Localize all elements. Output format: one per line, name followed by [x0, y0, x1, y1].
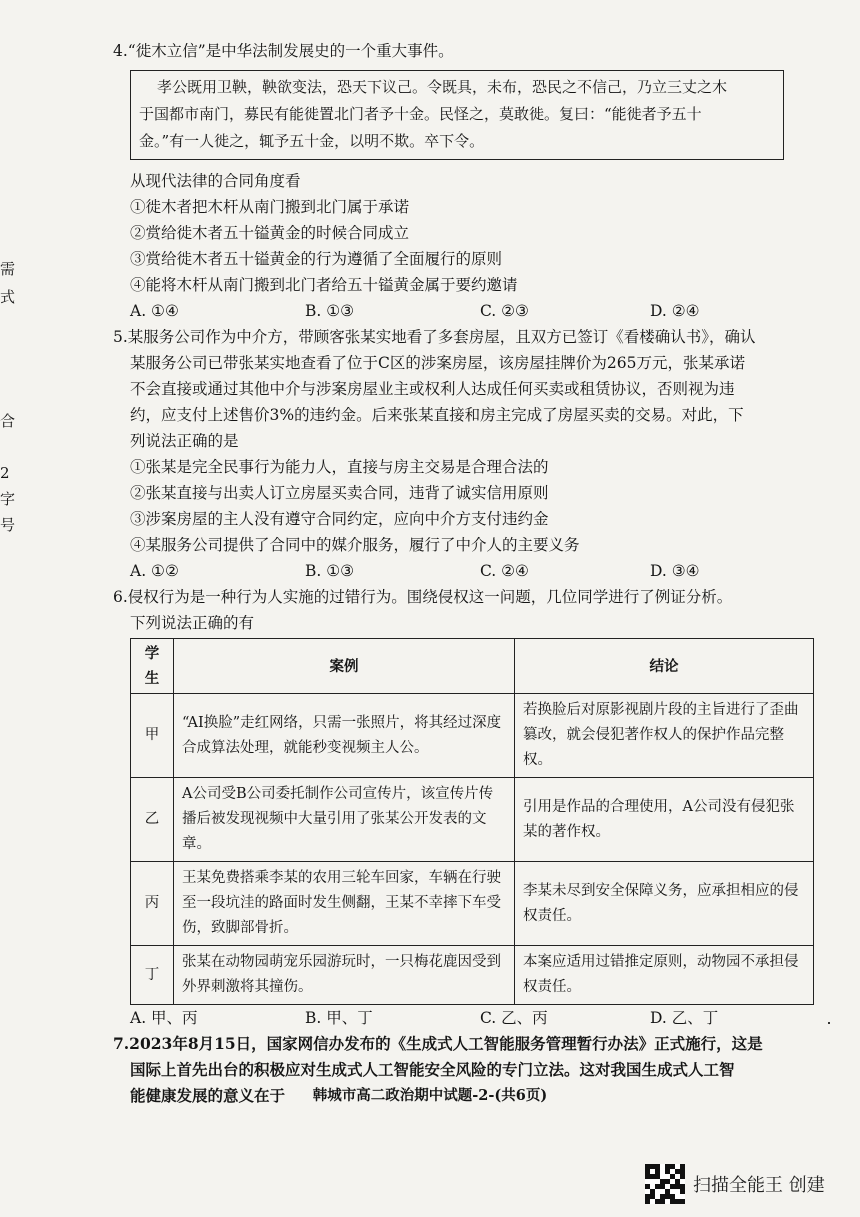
column-header-case: 案例: [174, 639, 515, 694]
student-cell: 甲: [131, 694, 174, 778]
question-5-stem-line: 约，应支付上述售价3%的违约金。后来张某直接和房主完成了房屋买卖的交易。对此，下: [130, 406, 744, 424]
student-cell: 乙: [131, 778, 174, 862]
question-4-source-quote: [130, 70, 784, 160]
option-a: A. ①②: [130, 562, 179, 580]
question-7-stem-line: 7.2023年8月15日，国家网信办发布的《生成式人工智能服务管理暂行办法》正式施行，这是: [113, 1034, 763, 1053]
question-6-stem-line: 6.侵权行为是一种行为人实施的过错行为。围绕侵权这一问题，几位同学进行了例证分析。: [113, 588, 733, 606]
question-6: [113, 584, 813, 1031]
table-row: [131, 778, 814, 862]
question-7-stem-line: 国际上首先出台的积极应对生成式人工智能安全风险的专门立法。这对我国生成式人工智: [130, 1060, 735, 1079]
quote-line: 于国都市南门，募民有能徙置北门者予十金。民怪之，莫敢徙。复曰：“能徙者予五十: [139, 105, 702, 123]
case-cell: A公司受B公司委托制作公司宣传片，该宣传片传播后被发现视频中大量引用了张某公开发表的文章。: [174, 778, 515, 862]
table-row: [131, 694, 814, 778]
case-cell: 王某免费搭乘李某的农用三轮车回家，车辆在行驶至一段坑洼的路面时发生侧翻，王某不幸摔下车受伤，致脚部骨折。: [174, 862, 515, 946]
option-d: D. 乙、丁: [650, 1009, 719, 1027]
table-row: [131, 862, 814, 946]
statement-item: ①张某是完全民事行为能力人，直接与房主交易是合理合法的: [130, 458, 549, 476]
option-d: D. ③④: [650, 562, 700, 580]
case-table: [130, 638, 814, 1005]
option-d: D. ②④: [650, 302, 700, 320]
option-c: C. 乙、丙: [480, 1009, 548, 1027]
table-header-row: [131, 639, 814, 694]
student-cell: 丙: [131, 862, 174, 946]
questions: [113, 38, 813, 1109]
option-b: B. 甲、丁: [305, 1009, 373, 1027]
option-b: B. ①③: [305, 302, 355, 320]
question-5-stem-line: 某服务公司已带张某实地查看了位于C区的涉案房屋，该房屋挂牌价为265万元，张某承诺: [130, 354, 745, 372]
conclusion-cell: 若换脸后对原影视剧片段的主旨进行了歪曲篡改，就会侵犯著作权人的保护作品完整权。: [514, 694, 813, 778]
statement-item: ④能将木杆从南门搬到北门者给五十镒黄金属于要约邀请: [130, 276, 518, 294]
conclusion-cell: 本案应适用过错推定原则，动物园不承担侵权责任。: [514, 946, 813, 1005]
conclusion-cell: 引用是作品的合理使用，A公司没有侵犯张某的著作权。: [514, 778, 813, 862]
statement-item: ①徙木者把木杆从南门搬到北门属于承诺: [130, 198, 410, 216]
case-cell: 张某在动物园萌宠乐园游玩时，一只梅花鹿因受到外界刺激将其撞伤。: [174, 946, 515, 1005]
question-6-stem-line: 下列说法正确的有: [130, 614, 255, 632]
question-4-lead: 从现代法律的合同角度看: [130, 172, 301, 190]
option-a: A. 甲、丙: [130, 1009, 198, 1027]
margin-char: 合: [0, 412, 16, 430]
question-7-stem-line: 能健康发展的意义在于: [130, 1086, 286, 1105]
conclusion-cell: 李某未尽到安全保障义务，应承担相应的侵权责任。: [514, 862, 813, 946]
margin-char: 式: [0, 288, 16, 306]
question-5-stem-line: 5.某服务公司作为中介方，带顾客张某实地看了多套房屋，且双方已签订《看楼确认书》，确认: [113, 328, 756, 346]
scan-speck: [828, 1022, 830, 1024]
column-header-student: 学生: [131, 639, 174, 694]
quote-line: 金。”有一人徙之，辄予五十金，以明不欺。卒下令。: [139, 132, 485, 150]
question-4-options: [113, 298, 813, 324]
question-5-stem-line: 列说法正确的是: [130, 432, 239, 450]
margin-char: 2: [0, 464, 10, 482]
statement-item: ②赏给徙木者五十镒黄金的时候合同成立: [130, 224, 410, 242]
option-c: C. ②④: [480, 562, 529, 580]
statement-item: ②张某直接与出卖人订立房屋买卖合同，违背了诚实信用原则: [130, 484, 549, 502]
case-cell: “AI换脸”走红网络，只需一张照片，将其经过深度合成算法处理，就能秒变视频主人公。: [174, 694, 515, 778]
statement-item: ③赏给徙木者五十镒黄金的行为遵循了全面履行的原则: [130, 250, 503, 268]
option-c: C. ②③: [480, 302, 529, 320]
page-footer: 韩城市高二政治期中试题-2-(共6页): [312, 1087, 548, 1104]
option-a: A. ①④: [130, 302, 179, 320]
qr-code-icon: [645, 1164, 685, 1204]
question-5-stem-line: 不会直接或通过其他中介与涉案房屋业主或权利人达成任何买卖或租赁协议，否则视为违: [130, 380, 735, 398]
option-b: B. ①③: [305, 562, 355, 580]
scanner-watermark: [645, 1164, 825, 1204]
question-5-options: [113, 558, 813, 584]
table-row: [131, 946, 814, 1005]
statement-item: ④某服务公司提供了合同中的媒介服务，履行了中介人的主要义务: [130, 536, 580, 554]
quote-line: 孝公既用卫鞅，鞅欲变法，恐天下议己。令既具，未布，恐民之不信己，乃立三丈之木: [157, 78, 728, 96]
margin-char: 字: [0, 490, 16, 508]
question-6-options: [113, 1005, 813, 1031]
margin-char: 需: [0, 260, 16, 278]
column-header-conclusion: 结论: [514, 639, 813, 694]
student-cell: 丁: [131, 946, 174, 1005]
statement-item: ③涉案房屋的主人没有遵守合同约定，应向中介方支付违约金: [130, 510, 549, 528]
watermark-text: 扫描全能王 创建: [693, 1175, 825, 1196]
question-5: [113, 324, 813, 584]
question-4: [113, 38, 813, 324]
question-4-stem: 4.“徙木立信”是中华法制发展史的一个重大事件。: [113, 42, 454, 60]
margin-char: 号: [0, 516, 16, 534]
